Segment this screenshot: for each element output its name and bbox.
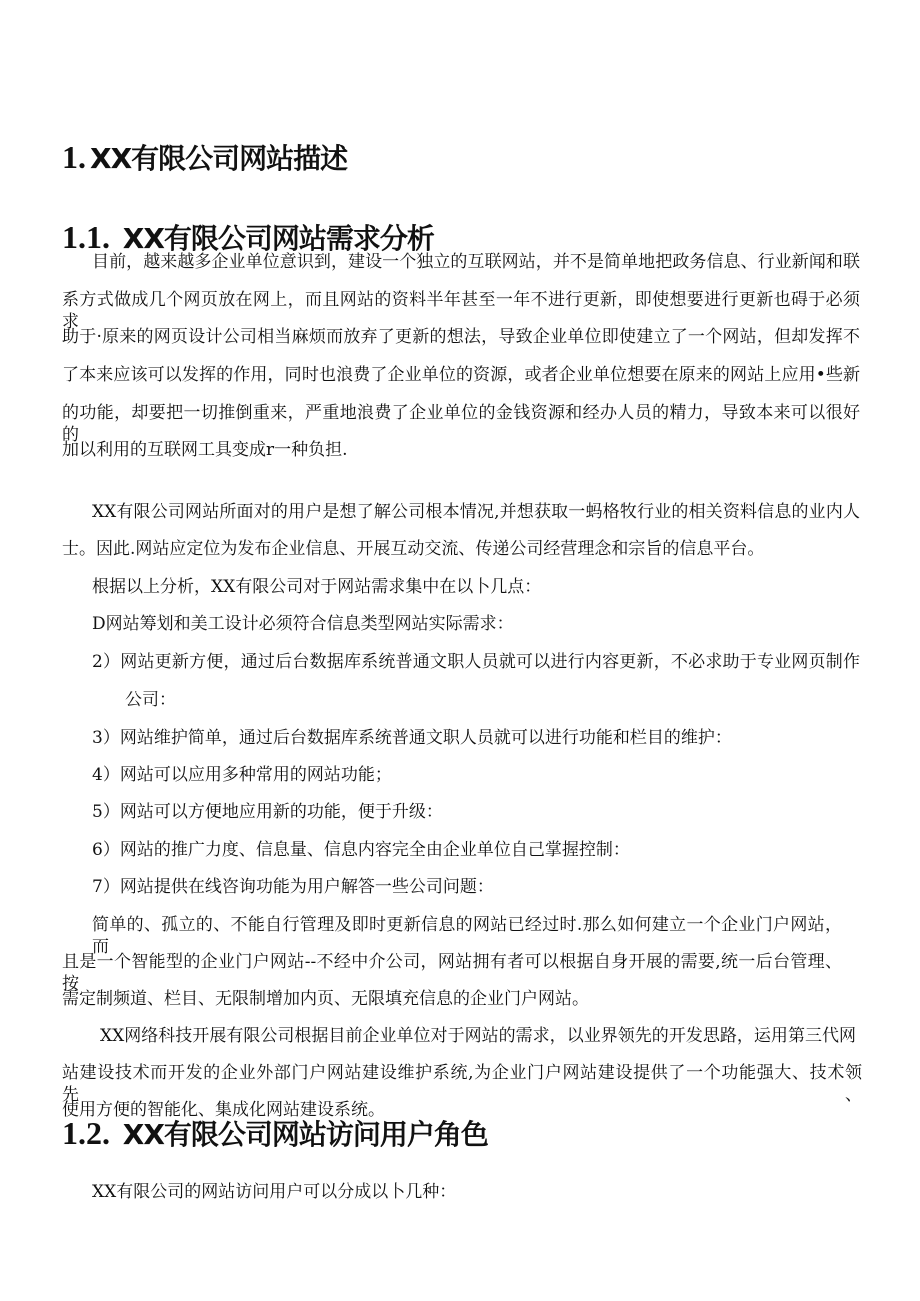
heading-number: 1.2. — [62, 1115, 110, 1151]
paragraph-line: XX有限公司的网站访问用户可以分成以卜几种： — [92, 1182, 457, 1202]
paragraph-line: 了本来应该可以发挥的作用，同时也浪费了企业单位的资源，或者企业单位想要在原来的网站上应用•些新 — [62, 365, 860, 385]
paragraph-line: 根据以上分析，XX有限公司对于网站需求集中在以卜几点： — [92, 577, 542, 597]
heading-1-2 — [62, 1116, 488, 1152]
paragraph-line: XX有限公司网站所面对的用户是想了解公司根本情况,并想获取一蚂格牧行业的相关资料信息的业内人 — [92, 502, 860, 522]
paragraph-line: 士。因此.网站应定位为发布企业信息、开展互动交流、传递公司经营理念和宗旨的信息平台。 — [62, 539, 765, 559]
heading-number: 1. — [62, 139, 86, 175]
list-item: 6）网站的推广力度、信息量、信息内容完全由企业单位自己掌握控制： — [92, 840, 630, 860]
paragraph-line: 使用方便的智能化、集成化网站建设系统。 — [62, 1100, 385, 1120]
paragraph-line: 系方式做成几个网页放在网上，而且网站的资料半年甚至一年不进行更新，即使想要进行更新也碍于必须求 — [62, 290, 860, 332]
paragraph-line: 目前，越来越多企业单位意识到，建设一个独立的互联网站，并不是简单地把政务信息、行业新闻和联 — [92, 252, 860, 272]
heading-title: XX有限公司网站描述 — [90, 142, 348, 175]
paragraph-line: 需定制频道、栏目、无限制增加内页、无限填充信息的企业门户网站。 — [62, 989, 589, 1009]
paragraph-line: XX网络科技开展有限公司根据目前企业单位对于网站的需求，以业界领先的开发思路，运用第三代网 — [100, 1026, 856, 1046]
list-item: D网站筹划和美工设计必须符合信息类型网站实际需求： — [92, 614, 514, 634]
list-item: 5）网站可以方便地应用新的功能，便于升级： — [92, 802, 443, 822]
list-item-continuation: 公司： — [125, 690, 176, 710]
heading-title: XX有限公司网站需求分析 — [122, 222, 434, 255]
heading-1 — [62, 140, 347, 176]
list-item: 2）网站更新方便，通过后台数据库系统普通文职人员就可以进行内容更新，不必求助于专业网页制作 — [92, 652, 860, 672]
list-item: 7）网站提供在线咨询功能为用户解答一些公司问题： — [92, 877, 494, 897]
list-item: 3）网站维护简单，通过后台数据库系统普通文职人员就可以进行功能和栏目的维护： — [92, 728, 732, 748]
paragraph-line: 助于·原来的网页设计公司相当麻烦而放弃了更新的想法，导致企业单位即使建立了一个网站，但却发挥不 — [62, 327, 860, 347]
paragraph-line: 加以利用的互联网工具变成r一种负担. — [62, 440, 348, 460]
paragraph-line: 的功能，却要把一切推倒重来，严重地浪费了企业单位的金钱资源和经办人员的精力，导致本来可以很好的 — [62, 403, 860, 445]
paragraph-line: 且是一个智能型的企业门户网站--不经中介公司，网站拥有者可以根据自身开展的需要,统一后台管理、按 — [62, 952, 842, 994]
paragraph-line: 简单的、孤立的、不能自行管理及即时更新信息的网站已经过时.那么如何建立一个企业门户网站，而 — [92, 915, 842, 957]
heading-number: 1.1. — [62, 219, 110, 255]
list-item: 4）网站可以应用多种常用的网站功能； — [92, 765, 392, 785]
heading-title: XX有限公司网站访问用户角色 — [122, 1118, 488, 1151]
paragraph-line: 站建设技术而开发的企业外部门户网站建设维护系统,为企业门户网站建设提供了一个功能强大、技术领先、 — [62, 1063, 862, 1105]
